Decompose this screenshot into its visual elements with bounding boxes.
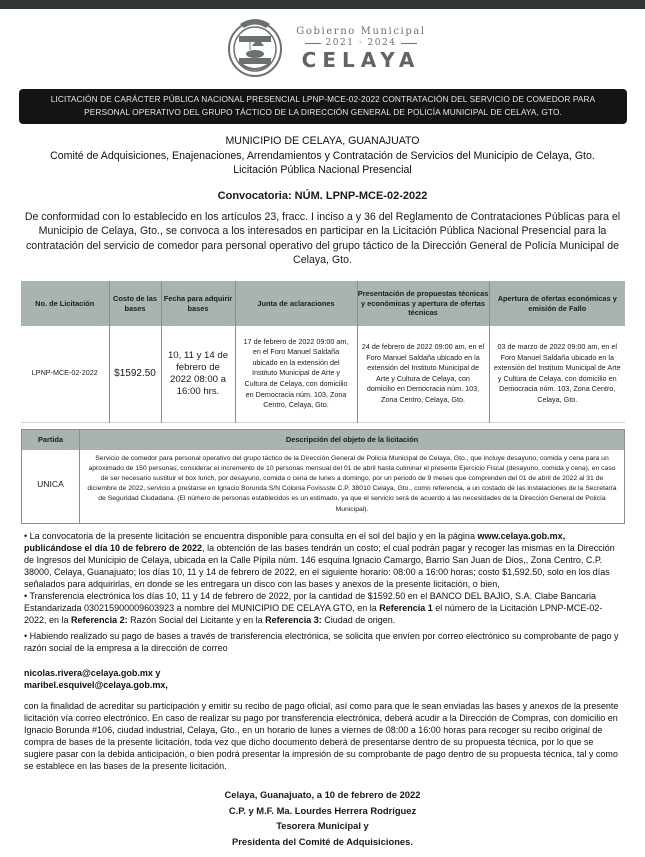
- cell-fecha: 10, 11 y 14 de febrero de 2022 08:00 a 16:00 hrs.: [161, 326, 235, 422]
- cell-apertura: 03 de marzo de 2022 09:00 am, en el Foro Manuel Saldaña ubicado en la extensión del Instituto Municipal de Arte y Cultura de Celaya, con domicilio en Democracia núm. 103, Zona Centro, Celaya, Gto.: [489, 326, 625, 422]
- email-link-nicolas[interactable]: nicolas.rivera@celaya.gob.mx y: [24, 668, 161, 678]
- paragraph-finalidad: con la finalidad de acreditar su participación y emitir su recibo de pago oficial, así como para que le sean enviadas las bases y anexos de la presente licitación vía correo electrónico. En caso de realizar su pago por transferencia electrónica, deberá acudir a la Dirección de Compras, con domicilio en Ignacio Borunda #106, ciudad industrial, Celaya, Gto., en un horario de lunes a viernes de 08:00 a 16:00 horas para recoger su recibo original de compra de bases de la presente licitación, toda vez que dicho documento deberá de presentarse dentro de su propuesta técnica, por lo que se sugiere pasar con la debida anticipación, o bien podrá presentar la impresión de su comprobante de pago dentro de su propuesta técnica, tal y como se establece en las bases de la presente licitación.: [24, 701, 619, 772]
- cell-presentacion: 24 de febrero de 2022 09:00 am, en el Foro Manuel Saldaña ubicado en la extensión del Instituto Municipal de Arte y Cultura de Celaya, con domicilio en Democracia núm. 103, Zona Centro, Celaya, Gto.: [357, 326, 489, 422]
- banner-line2: PERSONAL OPERATIVO DEL GRUPO TÁCTICO DE LA DIRECCIÓN GENERAL DE POLICÍA MUNICIPAL DE CELAYA, GTO.: [84, 107, 562, 117]
- signature-date: Celaya, Guanajuato, a 10 de febrero de 2022: [224, 789, 421, 800]
- website-link[interactable]: www.celaya.gob.mx,: [477, 531, 566, 541]
- table-row: [22, 450, 625, 524]
- intro-paragraph: De conformidad con lo establecido en los artículos 23, fracc. I inciso a y 36 del Reglamento de Contrataciones Públicas para el Municipio de Celaya, Gto., se convoca a los interesados en participar en la Licitación Pública Nacional Presencial para la contratación del servicio de comedor para personal operativo del grupo táctico de la Dirección General de Policía Municipal de Celaya, Gto.: [24, 211, 621, 266]
- paragraph-disponibilidad: • La convocatoria de la presente licitación se encuentra disponible para consulta en el sol del bajío y en la página www.celaya.gob.mx, publicándose el día 10 de febrero de 2022, la obtención de las bases tendrán un costo; el cual podrán pagar y recoger las mismas en la Dirección de Ingresos del Municipio de Celaya, ubicada en la Calle Pípila núm. 146 esquina Ignacio Camargo, Barrio San Juan de Dios,, Zona Centro, C.P. 38000, Celaya, Guanajuato; los días 10, 11 y 14 de febrero de 2022, en el siguiente horario: 08:00 a 16:00 horas; costo $1,592.50, solo en los días señalados para adquirirlas, en donde se les entregara un disco con las bases y anexos de la presente licitación, o bien,: [24, 531, 615, 590]
- paragraph-comprobante: • Habiendo realizado su pago de bases a través de transferencia electrónica, se solicita que envíen por correo electrónico su comprobante de pago y razón social de la empresa a la dirección de correo: [24, 631, 619, 654]
- signature-role-1: Tesorera Municipal y: [276, 820, 369, 831]
- divider: [305, 43, 321, 44]
- header-descripcion: Descripción del objeto de la licitación: [80, 430, 625, 450]
- header-junta: Junta de aclaraciones: [235, 281, 357, 326]
- banner-line1: LICITACIÓN DE CARÁCTER PÚBLICA NACIONAL PRESENCIAL LPNP-MCE-02-2022 CONTRATACIÓN DEL SERVICIO DE COMEDOR PARA: [50, 94, 596, 104]
- logo-name: CELAYA: [301, 48, 421, 72]
- logo-line1: Gobierno Municipal: [296, 26, 426, 37]
- issuer-block: [20, 134, 625, 178]
- cell-partida: UNICA: [37, 479, 64, 489]
- top-bar: [0, 0, 645, 9]
- table-header-row: [22, 430, 625, 450]
- comite-heading: Comité de Adquisiciones, Enajenaciones, Arrendamientos y Contratación de Servicios del Municipio de Celaya, Gto.: [50, 149, 595, 162]
- header-fecha: Fecha para adquirir bases: [161, 281, 235, 326]
- cell-descripcion: Servicio de comedor para personal operativo del grupo táctico de la Dirección General de Policía Municipal de Celaya, Gto., que incluye desayuno, comida y cena para un aproximado de 150 personas, considerar el incremento de 10 personas mensual del 01 de abril hasta culminar el presente Ejercicio Fiscal (desayuno, comida y cena), en caso de ser necesario sustituir el box lunch, por desayuno, comida o cena de lunes a domingo, por un periodo de 9 meses que comprenden del 01 de abril de 2022 al 31 de diciembre de 2022, servicio a prestarse en Ignacio Borunda S/N Colonia Fovissste C.P. 38010 Celaya, Gto., como referencia, a un costado de las instalaciones de la Secretaría de Seguridad Ciudadana. (El número de personas establecidos es un estimado, ya que el servicio será de acuerdo a las necesidades de la Dirección General de Policía Municipal).: [80, 450, 625, 524]
- logo-years: 2021 · 2024: [325, 38, 397, 48]
- tipo-heading: Licitación Pública Nacional Presencial: [233, 164, 412, 176]
- header-apertura: Apertura de ofertas económicas y emisión de Fallo: [489, 281, 625, 326]
- convocatoria-title: Convocatoria: NÚM. LPNP-MCE-02-2022: [217, 190, 428, 202]
- header-numero: No. de Licitación: [21, 281, 109, 326]
- title-banner: [19, 89, 627, 124]
- signature-role-2: Presidenta del Comité de Adquisiciones.: [232, 835, 413, 847]
- celaya-coat-of-arms-icon: [226, 16, 284, 78]
- signature-name: C.P. y M.F. Ma. Lourdes Herrera Rodríguez: [228, 804, 417, 816]
- email-link-maribel[interactable]: maribel.esquivel@celaya.gob.mx,: [24, 680, 168, 691]
- partida-table: [21, 429, 625, 524]
- cell-junta: 17 de febrero de 2022 09:00 am, en el Foro Manuel Saldaña ubicado en la extensión del Instituto Municipal de Arte y Cultura de Celaya, con domicilio en Democracia núm. 103, Zona Centro, Celaya, Gto.: [235, 326, 357, 422]
- header-presentacion: Presentación de propuestas técnicas y económicas y apertura de ofertas técnicas: [357, 281, 489, 326]
- table-header-row: [21, 281, 625, 326]
- celaya-logo: [226, 16, 426, 80]
- signature-block: [20, 787, 625, 849]
- header-partida: Partida: [22, 430, 80, 450]
- divider: [401, 43, 417, 44]
- table-row: [21, 326, 625, 422]
- cell-costo: $1592.50: [109, 326, 161, 422]
- email-list: [24, 667, 624, 691]
- municipio-heading: MUNICIPIO DE CELAYA, GUANAJUATO: [225, 135, 420, 147]
- cell-numero: LPNP-MCE-02-2022: [31, 368, 98, 378]
- paragraph-transferencia: • Transferencia electrónica los días 10, 11 y 14 de febrero de 2022, por la cantidad de $1592.50 en el BANCO DEL BAJIO, S.A. Clabe Bancaria Estandarizada 030215900009603923 a nombre del MUNICIPIO DE CELAYA GTO, en la Referencia 1 el número de la Licitación LPNP-MCE-02-2022, en la Referencia 2: Razón Social del Licitante y en la Referencia 3: Ciudad de origen.: [24, 591, 603, 626]
- licitacion-table: [21, 281, 625, 423]
- header-costo: Costo de las bases: [109, 281, 161, 326]
